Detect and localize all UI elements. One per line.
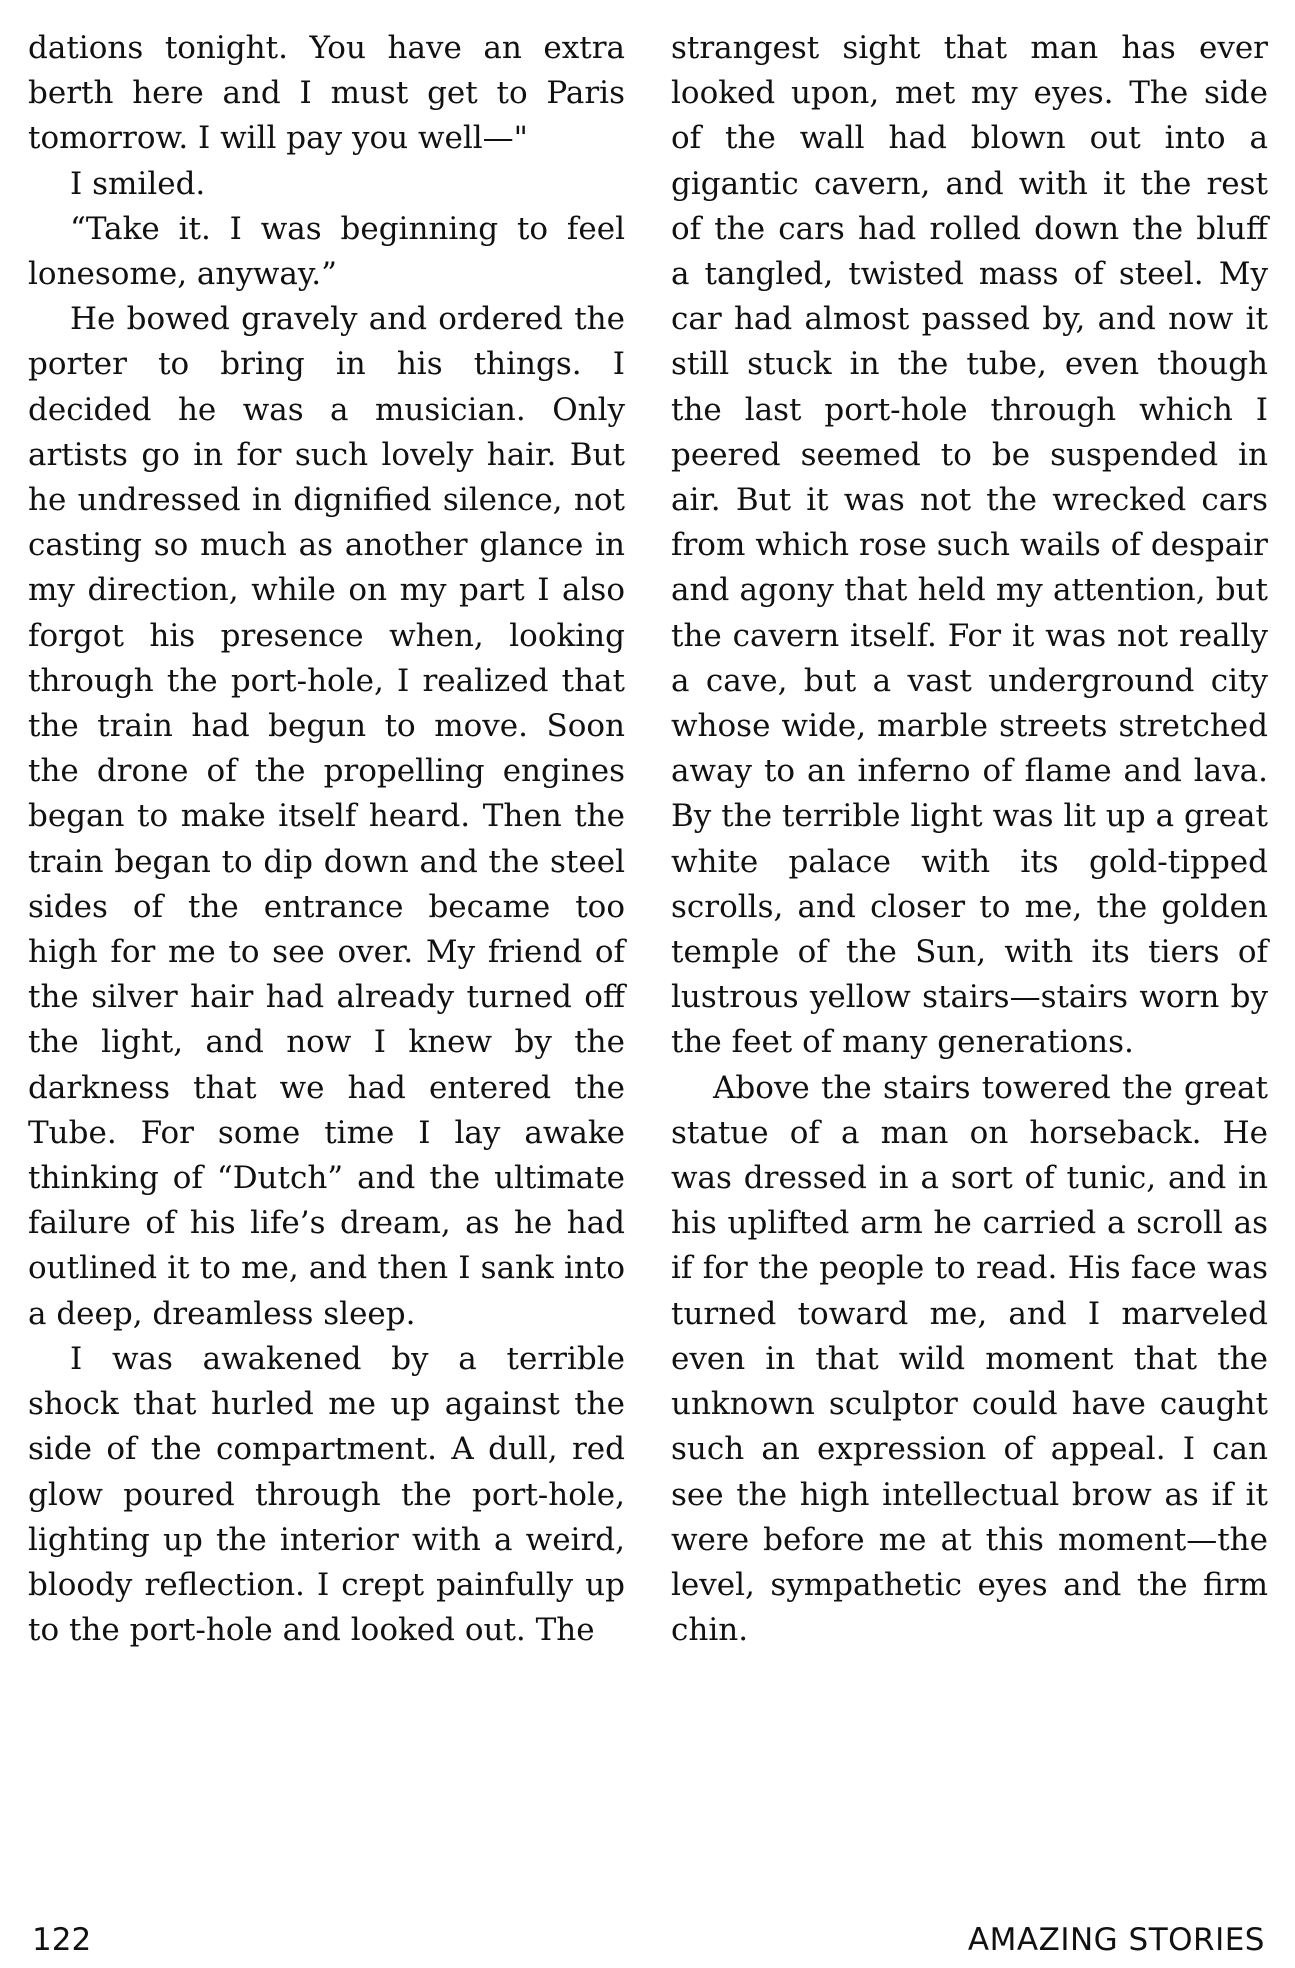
paragraph: Above the stairs towered the great statue of a man on horseback. He was dressed in a sort of tunic, and in his uplifted arm he carried a scroll as if for the people to read. His face was turned toward me, and I marveled even in that wild moment that the unknown sculptor could have caught such an expression of appeal. I can see the high intellectual brow as if it were before me at this moment—the level, sympathetic eyes and the firm chin.: [671, 1069, 1268, 1649]
paragraph: He bowed gravely and ordered the porter to bring in his things. I decided he was a musician. Only artists go in for such lovely hair. But he undressed in dignified silence, not casting so much as another glance in my direction, while on my part I also forgot his presence when, looking through the port-hole, I realized that the train had begun to move. Soon the drone of the propelling engines began to make itself heard. Then the train began to dip down and the steel sides of the entrance became too high for me to see over. My friend of the silver hair had already turned off the light, and now I knew by the darkness that we had entered the Tube. For some time I lay awake thinking of “Dutch” and the ultimate failure of his life’s dream, as he had outlined it to me, and then I sank into a deep, dreamless sleep.: [28, 301, 625, 1332]
paragraph: dations tonight. You have an extra berth here and I must get to Paris tomorrow. I will pay you well—": [28, 30, 625, 157]
paragraph: I was awakened by a terrible shock that hurled me up against the side of the compartment. A dull, red glow poured through the port-hole, lighting up the interior with a weird, bloody reflection. I crept painfully up to the port-hole and looked out. The: [28, 1340, 625, 1649]
page-footer: [0, 1922, 1295, 1962]
page-number: 122: [32, 1922, 92, 1958]
text-column-left: [28, 26, 625, 1653]
paragraph: “Take it. I was beginning to feel lonesome, anyway.”: [28, 210, 625, 293]
paragraph: strangest sight that man has ever looked upon, met my eyes. The side of the wall had blown out into a gigantic cavern, and with it the rest of the cars had rolled down the bluff a tangled, twisted mass of steel. My car had almost passed by, and now it still stuck in the tube, even though the last port-hole through which I peered seemed to be suspended in air. But it was not the wrecked cars from which rose such wails of despair and agony that held my attention, but the cavern itself. For it was not really a cave, but a vast underground city whose wide, marble streets stretched away to an inferno of flame and lava. By the terrible light was lit up a great white palace with its gold-tipped scrolls, and closer to me, the golden temple of the Sun, with its tiers of lustrous yellow stairs—stairs worn by the feet of many generations.: [671, 30, 1268, 1061]
paragraph: I smiled.: [70, 165, 206, 202]
text-column-right: [671, 26, 1268, 1653]
magazine-title: AMAZING STORIES: [967, 1922, 1265, 1958]
